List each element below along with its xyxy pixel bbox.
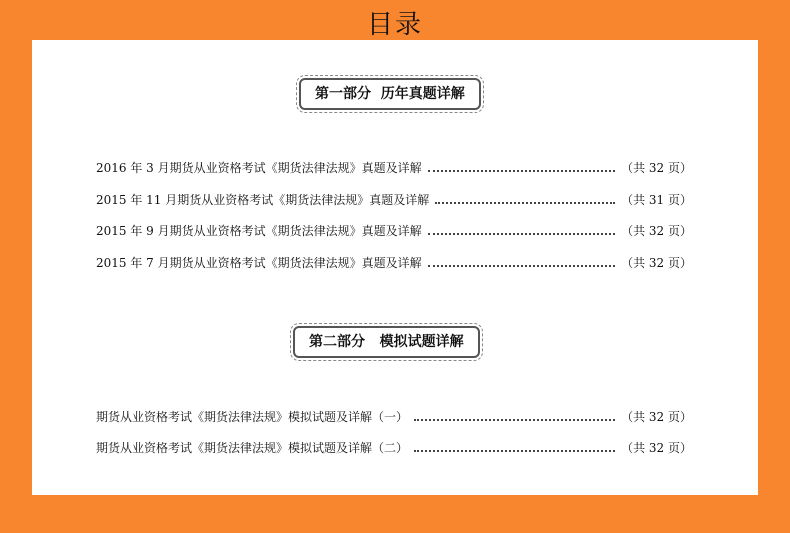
toc-entry-pages: （共 32 页） [621, 410, 692, 424]
section-heading-part2: 第二部分 模拟试题详解 [293, 326, 480, 358]
toc-entry-pages: （共 32 页） [621, 441, 692, 455]
page-title: 目录 [366, 10, 423, 40]
leader-dots [435, 201, 615, 204]
section-heading-part1: 第一部分 历年真题详解 [299, 78, 481, 110]
leader-dots [428, 232, 615, 235]
toc-entry[interactable] [96, 221, 692, 241]
toc-entry-title: 2015 年 11 月期货从业资格考试《期货法律法规》真题及详解 [96, 193, 430, 207]
toc-entry-title: 2015 年 7 月期货从业资格考试《期货法律法规》真题及详解 [96, 256, 422, 270]
toc-entry[interactable] [96, 407, 692, 427]
toc-entry[interactable] [96, 438, 692, 458]
leader-dots [414, 449, 615, 452]
toc-entry-title: 期货从业资格考试《期货法律法规》模拟试题及详解（一） [96, 410, 409, 424]
toc-entry-title: 期货从业资格考试《期货法律法规》模拟试题及详解（二） [96, 441, 409, 455]
toc-entry[interactable] [96, 253, 692, 273]
leader-dots [414, 418, 615, 421]
leader-dots [428, 169, 615, 172]
toc-panel [32, 40, 758, 495]
toc-entry-pages: （共 32 页） [621, 161, 692, 175]
toc-entry-pages: （共 32 页） [621, 256, 692, 270]
toc-entry-title: 2016 年 3 月期货从业资格考试《期货法律法规》真题及详解 [96, 161, 422, 175]
toc-entry-title: 2015 年 9 月期货从业资格考试《期货法律法规》真题及详解 [96, 224, 422, 238]
toc-entry-pages: （共 32 页） [621, 224, 692, 238]
toc-entry[interactable] [96, 190, 692, 210]
toc-entry[interactable] [96, 158, 692, 178]
leader-dots [428, 264, 615, 267]
toc-entry-pages: （共 31 页） [621, 193, 692, 207]
